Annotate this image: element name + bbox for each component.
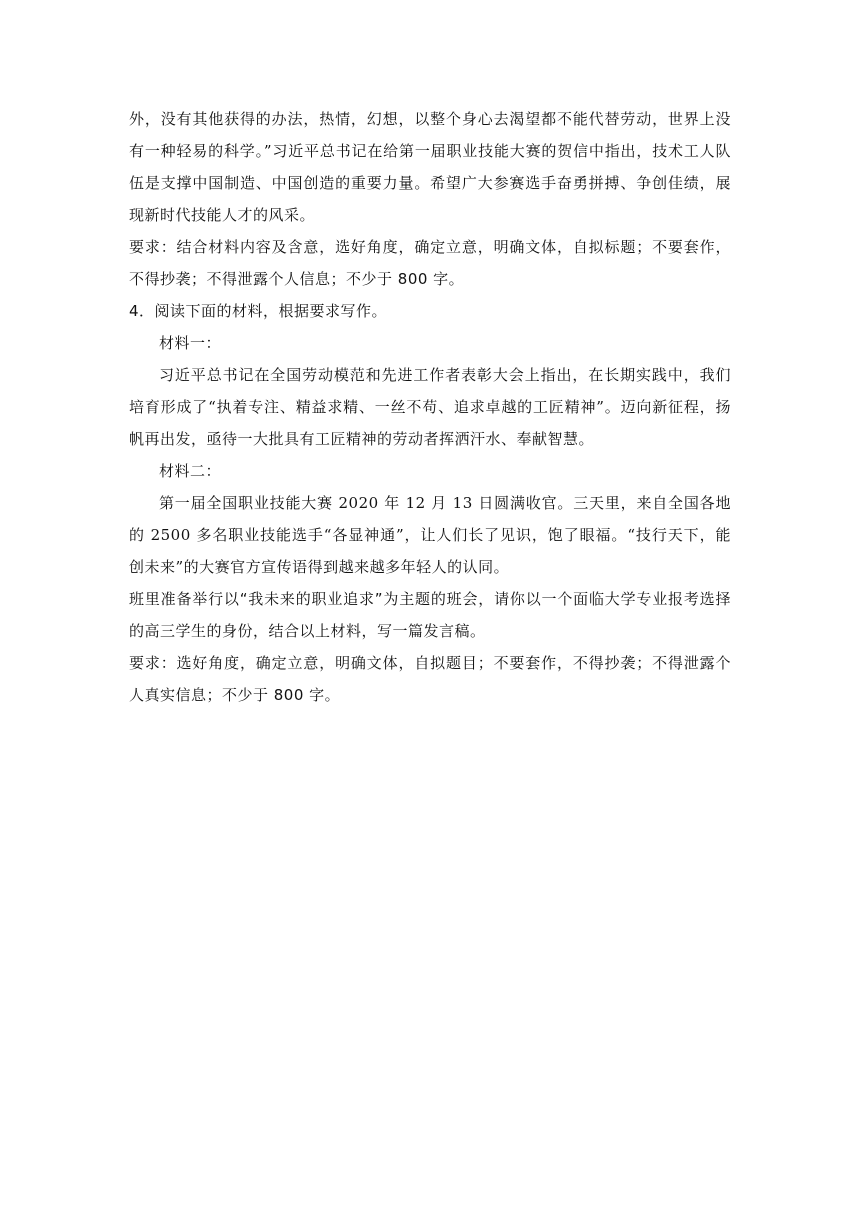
material-two-heading: 材料二： — [159, 462, 222, 480]
material-one-text: 习近平总书记在全国劳动模范和先进工作者表彰大会上指出，在长期实践中，我们培育形成了“执着专注、精益求精、一丝不苟、追求卓越的工匠精神”。迈向新征程，扬帆再出发，亟待一大批具有工匠精神的劳动者挥洒汗水、奉献智慧。 — [129, 366, 731, 448]
writing-requirements-3: 要求：结合材料内容及含意，选好角度，确定立意，明确文体，自拟标题；不要套作，不得抄袭；不得泄露个人信息；不少于 800 字。 — [129, 238, 731, 288]
material-quote-paragraph: 外，没有其他获得的办法，热情，幻想，以整个身心去渴望都不能代替劳动，世界上没有一种轻易的科学。”习近平总书记在给第一届职业技能大赛的贺信中指出，技术工人队伍是支撑中国制造、中国创造的重要力量。希望广大参赛选手奋勇拼搏、争创佳绩，展现新时代技能人才的风采。 — [129, 110, 731, 224]
document-body — [129, 103, 731, 711]
writing-task: 班里准备举行以“我未来的职业追求”为主题的班会，请你以一个面临大学专业报考选择的高三学生的身份，结合以上材料，写一篇发言稿。 — [129, 590, 731, 640]
material-two-text: 第一届全国职业技能大赛 2020 年 12 月 13 日圆满收官。三天里，来自全国各地的 2500 多名职业技能选手“各显神通”，让人们长了见识，饱了眼福。“技行天下，能创未来”的大赛官方宣传语得到越来越多年轻人的认同。 — [129, 494, 731, 576]
material-one-heading: 材料一： — [159, 334, 222, 352]
writing-requirements-4: 要求：选好角度，确定立意，明确文体，自拟题目；不要套作，不得抄袭；不得泄露个人真实信息；不少于 800 字。 — [129, 654, 731, 704]
question-4-prompt: 4．阅读下面的材料，根据要求写作。 — [129, 302, 388, 320]
